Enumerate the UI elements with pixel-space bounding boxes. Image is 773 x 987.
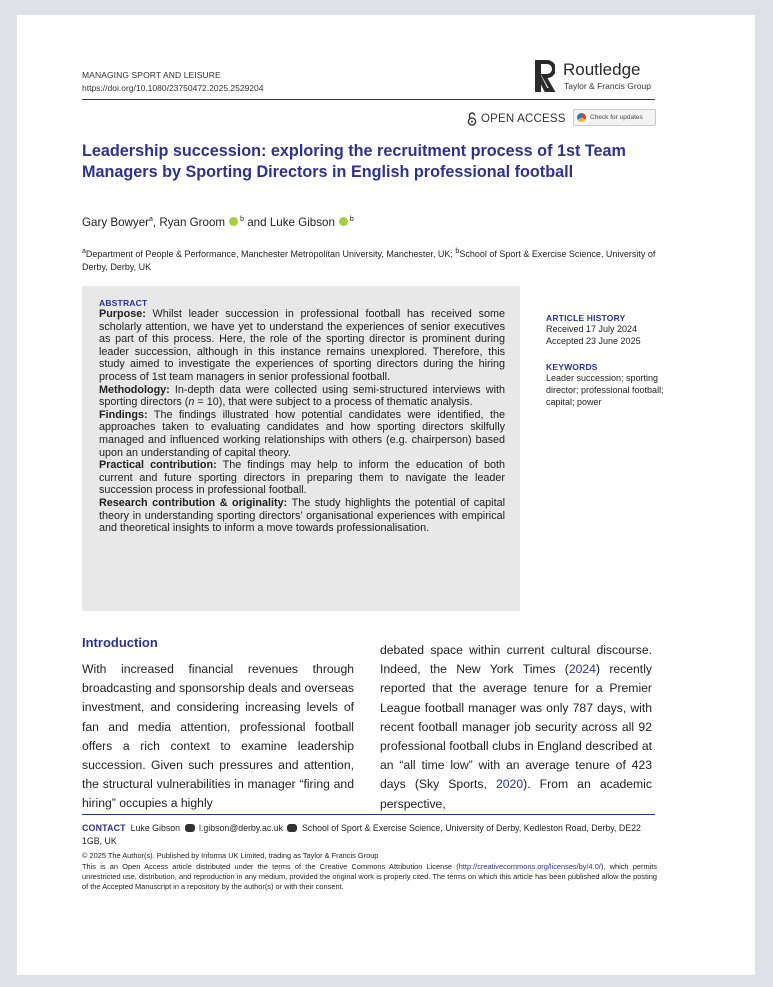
copyright-line: © 2025 The Author(s). Published by Informa UK Limited, trading as Taylor & Francis Group — [82, 851, 379, 860]
affil-sup: b — [455, 248, 460, 255]
abstract-methodology-end: = 10), that were subject to a process of thematic analysis. — [194, 396, 473, 409]
body-text: ). From an academic perspective, — [380, 777, 652, 811]
open-access-lock-icon — [467, 112, 477, 126]
publisher-subtitle: Taylor & Francis Group — [564, 81, 651, 91]
abstract-methodology-label: Methodology: — [99, 383, 170, 396]
license-text — [82, 862, 657, 893]
author-affil-sup: b — [240, 216, 244, 224]
body-text: debated space within current cultural discourse. Indeed, the New York Times ( — [380, 643, 652, 677]
author-list: Gary Bowyer$^a$, Ryan Groom $^b$ and Luke Gibson $^b$ — [82, 216, 354, 229]
header-rule — [82, 99, 655, 100]
keywords-list: Leader succession; sporting director; professional football; capital; power — [546, 373, 664, 407]
body-column-left: With increased financial revenues through broadcasting and sponsorship deals and overseas investment, and considering increasing levels of fan and media attention, professional football offers a rich context to examine leadership succession. Given such pressures and attention, the structural vulnerabilities in manager “firing and hiring” occupies a highly — [82, 662, 354, 811]
orcid-icon[interactable] — [339, 217, 348, 226]
section-heading-introduction: Introduction — [82, 635, 158, 650]
license-text-end: ), which permits unrestricted use, distribution, and reproduction in any medium, provided the original work is properly cited. The terms on which this article has been published allow the posting of the Accepted Manuscript in a repository by the author(s) or with their consent. — [82, 862, 657, 892]
doi-link[interactable]: https://doi.org/10.1080/23750472.2025.2529204 — [82, 83, 264, 93]
citation-link[interactable]: 2020 — [496, 777, 524, 792]
abstract-research: The study highlights the potential of capital theory in understanding sporting directors’ organisational experiences with empirical and theoretical insights to inform a move towards professionalisation. — [99, 496, 505, 535]
abstract-text — [99, 308, 505, 535]
author-affil-sup: a — [149, 216, 153, 224]
author-name[interactable]: Luke Gibson — [269, 216, 335, 229]
affiliations — [82, 245, 657, 274]
routledge-logo-icon — [535, 60, 555, 92]
publisher-name: Routledge — [563, 60, 641, 79]
open-access-label: OPEN ACCESS — [481, 113, 566, 125]
abstract-findings: The findings illustrated how potential candidates were identified, the approaches taken to evaluating candidates and how sporting directors skilfully managed and influenced working relationships with others (e.g. chairperson) based upon an understanding of capital theory. — [99, 408, 505, 459]
email-icon — [185, 824, 195, 832]
body-column-right — [380, 641, 652, 814]
abstract-findings-label: Findings: — [99, 408, 148, 421]
author-name[interactable]: Gary Bowyer — [82, 216, 150, 229]
affil-sup: a — [82, 248, 86, 255]
check-for-updates-label: Check for updates — [590, 114, 643, 121]
abstract-n: n — [188, 396, 195, 409]
affiliation-a: Department of People & Performance, Manchester Metropolitan University, Manchester, UK; — [85, 249, 456, 259]
abstract-heading: ABSTRACT — [99, 298, 148, 308]
keywords-heading: KEYWORDS — [546, 362, 598, 372]
received-date: Received 17 July 2024 — [546, 324, 638, 334]
address-icon — [287, 824, 297, 832]
citation-link[interactable]: 2024 — [568, 662, 596, 677]
check-for-updates-button[interactable] — [573, 109, 656, 126]
accepted-date: Accepted 23 June 2025 — [546, 336, 641, 346]
crossmark-icon — [577, 113, 586, 122]
contact-address: School of Sport & Exercise Science, University of Derby, Kedleston Road, Derby, DE22 1GB, UK — [82, 823, 641, 846]
abstract-practical: The findings may help to inform the education of both current and future sporting directors in preparing them to navigate the leader succession process in professional football. — [99, 459, 505, 497]
abstract-purpose: Whilst leader succession in professional football has received some scholarly attention, we have yet to understand the experiences of senior executives as part of this process. Here, the role of the sporting director is prominent during leader succession, although in this instance remains unexplored. Therefore, this study aimed to investigate the experiences of sporting directors during the hiring process of 1st team managers in senior professional football. — [99, 308, 505, 383]
abstract-practical-label: Practical contribution: — [99, 459, 217, 472]
affiliation-b: School of Sport & Exercise Science, University of Derby, Derby, UK — [82, 249, 656, 272]
abstract-research-label: Research contribution & originality: — [99, 496, 288, 509]
contact-email-link[interactable]: l.gibson@derby.ac.uk — [198, 823, 284, 833]
article-title: Leadership succession: exploring the recruitment process of 1st Team Managers by Sporting Directors in English professional football — [82, 142, 626, 181]
journal-name: MANAGING SPORT AND LEISURE — [82, 70, 221, 80]
orcid-icon[interactable] — [229, 217, 238, 226]
license-text-start: This is an Open Access article distributed under the terms of the Creative Commons Attribution License ( — [82, 862, 459, 871]
footer-rule — [82, 814, 655, 815]
author-name[interactable]: Ryan Groom — [159, 216, 226, 229]
author-affil-sup: b — [349, 216, 354, 224]
license-link[interactable]: http://creativecommons.org/licenses/by/4.0/ — [458, 862, 601, 871]
contact-info — [82, 822, 657, 848]
article-history-heading: ARTICLE HISTORY — [546, 313, 626, 323]
body-text: ) recently reported that the average tenure for a Premier League football manager was only 787 days, with recent football manager job security across all 92 professional football clubs in England described at an “all time low” with an average tenure of 423 days (Sky Sports, — [380, 662, 652, 792]
abstract-purpose-label: Purpose: — [99, 308, 146, 320]
abstract-methodology: In-depth data were collected using semi-structured interviews with sporting directors ( — [99, 383, 506, 409]
contact-name: Luke Gibson — [130, 823, 181, 833]
author-conjunction: and — [247, 216, 267, 229]
contact-label: CONTACT — [82, 823, 126, 833]
